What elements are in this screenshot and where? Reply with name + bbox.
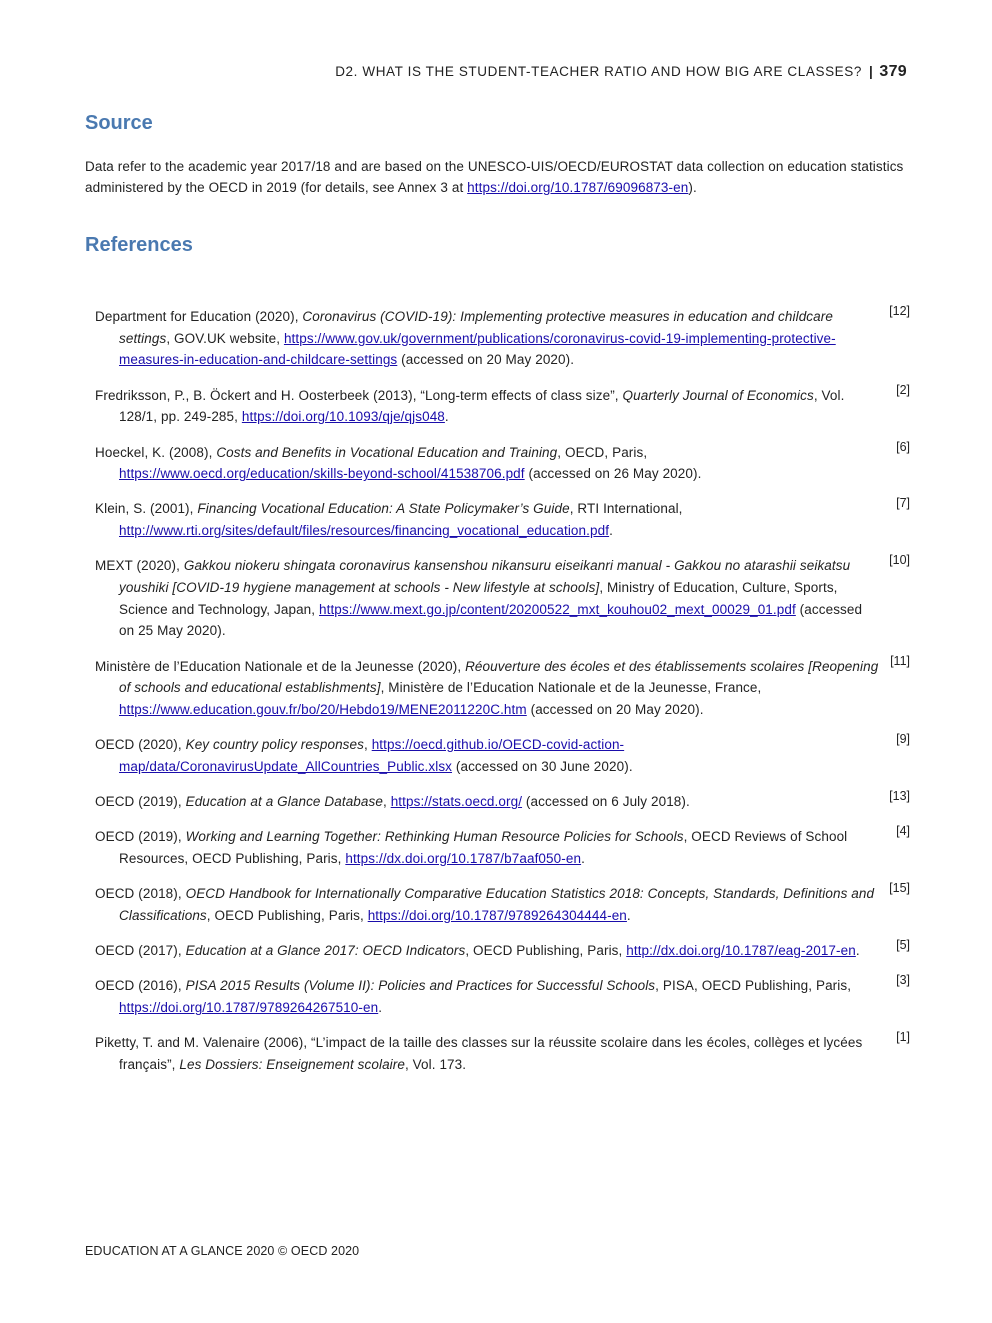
reference-number: [13] xyxy=(889,789,910,804)
reference-citation xyxy=(95,656,879,721)
reference-title: Key country policy responses xyxy=(185,737,364,753)
reference-publisher: , xyxy=(363,737,372,753)
reference-publisher: , GOV.UK website, xyxy=(166,330,284,346)
reference-number: [6] xyxy=(896,439,910,454)
reference-number: [11] xyxy=(890,653,910,668)
reference-publisher: , PISA, OECD Publishing, Paris, xyxy=(655,978,852,994)
reference-citation xyxy=(95,498,879,541)
reference-citation xyxy=(95,385,879,428)
reference-authors: MEXT (2020), xyxy=(95,558,184,574)
reference-number: [5] xyxy=(896,938,910,953)
reference-number: [3] xyxy=(896,973,910,988)
reference-link[interactable]: https://doi.org/10.1787/9789264304444-en xyxy=(367,907,627,923)
reference-item xyxy=(95,791,910,813)
reference-link[interactable]: http://dx.doi.org/10.1787/eag-2017-en xyxy=(626,943,856,959)
reference-link[interactable]: https://doi.org/10.1787/9789264267510-en xyxy=(119,1000,379,1016)
reference-authors: OECD (2019), xyxy=(95,794,186,810)
reference-authors: OECD (2018), xyxy=(95,886,186,902)
reference-citation xyxy=(95,975,879,1018)
references-heading: References xyxy=(85,234,193,256)
source-heading: Source xyxy=(85,112,153,134)
reference-authors: Klein, S. (2001), xyxy=(95,501,198,517)
reference-link[interactable]: https://www.gov.uk/government/publications/coronavirus-covid-19-implementing-protective-measures-in-education-and-childcare-settings xyxy=(119,330,836,368)
reference-title: Gakkou niokeru shingata coronavirus kansenshou nikansuru eiseikanri manual - Gakkou no atarashii seikatsu youshiki [COVID-19 hygiene management at schools - New lifestyle at schools] xyxy=(119,558,851,596)
chapter-title: D2. WHAT IS THE STUDENT-TEACHER RATIO AND HOW BIG ARE CLASSES? xyxy=(335,64,862,79)
reference-access-note: . xyxy=(378,1000,383,1016)
reference-access-note: (accessed on 20 May 2020). xyxy=(397,352,575,368)
reference-publisher: , OECD Publishing, Paris, xyxy=(206,907,368,923)
reference-authors: Department for Education (2020), xyxy=(95,309,303,324)
header-separator: | xyxy=(869,64,874,79)
reference-authors: OECD (2017), xyxy=(95,943,186,959)
reference-authors: Ministère de l’Education Nationale et de la Jeunesse (2020), xyxy=(95,658,466,674)
reference-authors: Fredriksson, P., B. Öckert and H. Oosterbeek (2013), “Long-term effects of class size”, xyxy=(95,387,623,403)
reference-access-note: (accessed on 30 June 2020). xyxy=(452,758,633,774)
reference-authors: Hoeckel, K. (2008), xyxy=(95,444,217,460)
reference-access-note: . xyxy=(609,523,613,539)
reference-access-note: (accessed on 6 July 2018). xyxy=(522,794,690,810)
reference-title: Coronavirus (COVID-19): Implementing protective measures in education and childcare settings xyxy=(119,309,833,346)
reference-item xyxy=(95,653,910,721)
reference-title: Quarterly Journal of Economics xyxy=(622,387,814,403)
reference-title: Costs and Benefits in Vocational Education and Training xyxy=(216,444,558,460)
reference-citation xyxy=(95,306,879,371)
reference-publisher: , OECD Reviews of School Resources, OECD Publishing, Paris, xyxy=(119,829,848,867)
reference-authors: Piketty, T. and M. Valenaire (2006), “L’impact de la taille des classes sur la réussite scolaire dans les écoles, collèges et lycées français”, xyxy=(95,1035,863,1072)
reference-link[interactable]: https://www.oecd.org/education/skills-beyond-school/41538706.pdf xyxy=(119,466,525,482)
source-annex-link[interactable]: https://doi.org/10.1787/69096873-en xyxy=(467,179,689,195)
reference-number: [4] xyxy=(896,824,910,839)
reference-authors: OECD (2020), xyxy=(95,737,186,753)
reference-access-note: . xyxy=(626,907,631,923)
reference-list xyxy=(95,306,910,1089)
reference-authors: OECD (2016), xyxy=(95,978,186,994)
reference-access-note: . xyxy=(444,409,449,425)
reference-citation xyxy=(95,791,879,813)
reference-publisher: , RTI International, xyxy=(569,501,683,517)
reference-number: [15] xyxy=(889,881,910,896)
reference-number: [7] xyxy=(896,496,910,511)
reference-item xyxy=(95,555,910,642)
reference-number: [2] xyxy=(896,382,910,397)
reference-access-note: (accessed on 25 May 2020). xyxy=(119,601,863,639)
reference-item xyxy=(95,883,910,926)
reference-publisher: , Vol. 128/1, pp. 249-285, xyxy=(119,387,845,425)
reference-title: Working and Learning Together: Rethinking Human Resource Policies for Schools xyxy=(185,829,684,845)
reference-citation xyxy=(95,883,879,926)
reference-access-note: (accessed on 26 May 2020). xyxy=(524,466,702,482)
reference-item xyxy=(95,940,910,962)
reference-publisher: , Ministry of Education, Culture, Sports, Science and Technology, Japan, xyxy=(119,580,838,617)
reference-title: Les Dossiers: Enseignement scolaire xyxy=(179,1056,405,1072)
running-header xyxy=(335,63,907,81)
reference-publisher: , xyxy=(382,794,391,810)
reference-citation xyxy=(95,734,879,777)
reference-title: Education at a Glance 2017: OECD Indicators xyxy=(185,943,466,959)
reference-title: Réouverture des écoles et des établissements scolaires [Reopening of schools and educational establishments] xyxy=(119,658,879,696)
source-text-end: ). xyxy=(688,179,697,195)
reference-title: Education at a Glance Database xyxy=(185,794,383,810)
reference-item xyxy=(95,826,910,869)
reference-item xyxy=(95,382,910,428)
reference-title: OECD Handbook for Internationally Comparative Education Statistics 2018: Concepts, Standards, Definitions and Classifications xyxy=(119,886,875,923)
reference-citation xyxy=(95,826,879,869)
page-footer: EDUCATION AT A GLANCE 2020 © OECD 2020 xyxy=(85,1244,360,1258)
reference-publisher: , OECD, Paris, xyxy=(557,444,648,460)
page-number: 379 xyxy=(879,63,907,80)
reference-number: [10] xyxy=(889,553,910,568)
reference-access-note: . xyxy=(855,943,860,959)
reference-link[interactable]: http://www.rti.org/sites/default/files/resources/financing_vocational_education.pdf xyxy=(119,523,610,539)
reference-number: [12] xyxy=(889,304,910,318)
reference-item xyxy=(95,734,910,777)
reference-link[interactable]: https://dx.doi.org/10.1787/b7aaf050-en xyxy=(345,851,582,867)
reference-link[interactable]: https://www.mext.go.jp/content/20200522_mxt_kouhou02_mext_00029_01.pdf xyxy=(319,601,796,617)
reference-item xyxy=(95,498,910,541)
reference-number: [1] xyxy=(896,1030,910,1045)
reference-citation xyxy=(95,442,879,485)
reference-publisher: , Vol. 173. xyxy=(404,1056,467,1072)
reference-item xyxy=(95,439,910,485)
source-text: Data refer to the academic year 2017/18 and are based on the UNESCO-UIS/OECD/EUROSTAT data collection on education statistics administered by the OECD in 2019 (for details, see Annex 3 at xyxy=(85,159,904,195)
reference-link[interactable]: https://stats.oecd.org/ xyxy=(390,794,523,810)
reference-link[interactable]: https://www.education.gouv.fr/bo/20/Hebdo19/MENE2011220C.htm xyxy=(119,702,527,718)
reference-link[interactable]: https://oecd.github.io/OECD-covid-action-map/data/CoronavirusUpdate_AllCountries_Public.xlsx xyxy=(119,737,625,774)
reference-title: PISA 2015 Results (Volume II): Policies and Practices for Successful Schools xyxy=(185,978,656,994)
reference-title: Financing Vocational Education: A State Policymaker’s Guide xyxy=(197,501,570,517)
reference-item xyxy=(95,306,910,371)
reference-citation xyxy=(95,1032,879,1075)
reference-publisher: , OECD Publishing, Paris, xyxy=(465,943,627,959)
reference-item xyxy=(95,1032,910,1075)
reference-link[interactable]: https://doi.org/10.1093/qje/qjs048 xyxy=(241,409,445,425)
reference-citation xyxy=(95,940,879,962)
reference-citation xyxy=(95,555,879,642)
reference-authors: OECD (2019), xyxy=(95,829,186,845)
reference-publisher: , Ministère de l’Education Nationale et de la Jeunesse, France, xyxy=(380,680,762,696)
source-paragraph xyxy=(85,157,910,198)
reference-access-note: (accessed on 20 May 2020). xyxy=(526,702,704,718)
reference-number: [9] xyxy=(896,732,910,747)
reference-item xyxy=(95,975,910,1018)
reference-access-note: . xyxy=(581,851,585,867)
